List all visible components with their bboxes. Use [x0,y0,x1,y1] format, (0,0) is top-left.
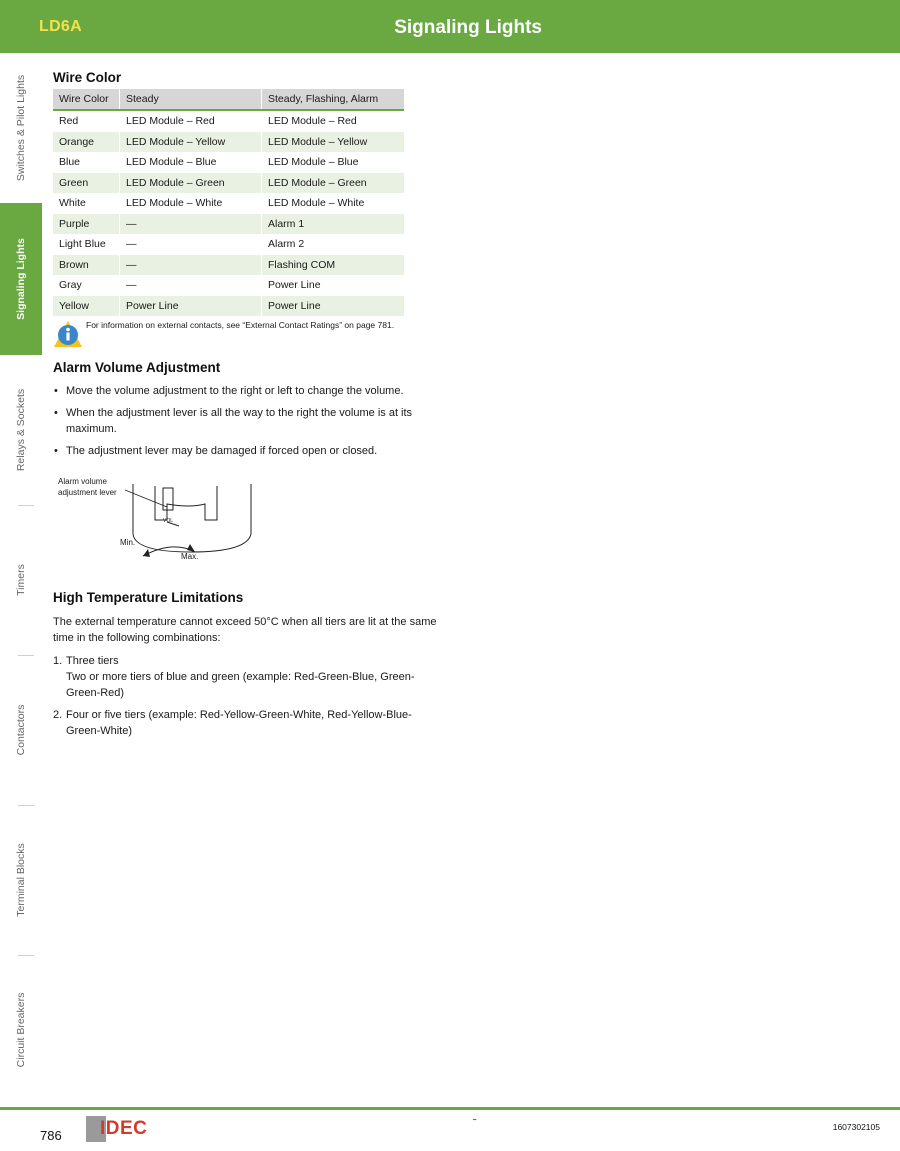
product-code: LD6A [39,18,82,35]
table-cell: LED Module – White [120,193,262,214]
item-number: 1. [53,655,63,667]
page-title: Signaling Lights [394,17,542,38]
table-row [53,275,404,296]
table-cell: Orange [53,132,120,153]
header-bar [0,0,900,53]
table-cell: Green [53,173,120,194]
column-header: Wire Color [53,89,120,110]
item-text: Four or five tiers (example: Red-Yellow-Green-White, Red-Yellow-Blue-Green-White) [66,709,412,737]
side-tab-signaling-lights[interactable] [0,203,42,355]
table-cell: Flashing COM [262,255,405,276]
list-item [53,653,443,701]
list-item: • Move the volume adjustment to the right or left to change the volume. [53,383,433,399]
diagram-max-label: Max. [181,552,199,561]
side-tab-contactors[interactable] [0,655,42,805]
diagram-label: Alarm volume [58,477,107,486]
list-item: • The adjustment lever may be damaged if forced open or closed. [53,443,433,459]
side-tab-circuit-breakers[interactable] [0,955,42,1105]
item-subtext: Two or more tiers of blue and green (example: Red-Green-Blue, Green-Green-Red) [66,671,415,699]
table-cell: Alarm 2 [262,234,405,255]
table-row [53,152,404,173]
table-row [53,132,404,153]
table-row [53,193,404,214]
table-cell: LED Module – Blue [262,152,405,173]
high-temp-list [53,653,443,745]
table-header-row [53,89,404,110]
side-tab-switches-pilot-lights[interactable] [0,53,42,203]
table-cell: Power Line [262,296,405,317]
table-cell: White [59,197,86,210]
column-header: Steady [120,89,262,110]
diagram-min-label: Min. [120,538,136,547]
table-cell: LED Module – White [262,193,405,214]
item-text: Three tiers [66,655,119,667]
alarm-volume-diagram [55,474,265,570]
alarm-volume-list [53,383,433,465]
side-tab-label: Signaling Lights [15,238,27,320]
side-tab-label: Circuit Breakers [15,992,27,1068]
footer-mark: ˜ [473,1118,477,1129]
info-note-text: For information on external contacts, see “External Contact Ratings” on page 781. [86,320,395,330]
table-row [53,255,404,276]
table-cell: — [120,275,262,296]
diagram-vol-label: VOL [163,518,174,524]
idec-logo [86,1116,170,1144]
table-cell: LED Module – Green [120,173,262,194]
table-cell: Brown [53,255,120,276]
side-navigation [0,53,42,1108]
high-temp-heading: High Temperature Limitations [53,590,244,605]
table-cell: Yellow [53,296,120,317]
table-cell: Blue [59,156,81,169]
table-row [53,234,404,255]
table-cell: LED Module – Yellow [262,132,405,153]
high-temp-paragraph: The external temperature cannot exceed 50°C when all tiers are lit at the same time in the following combinations: [53,616,437,644]
footer-rule [0,1107,900,1110]
page-number: 786 [40,1128,62,1143]
table-cell: Power Line [262,275,405,296]
list-item: • When the adjustment lever is all the way to the right the volume is at its maximum. [53,405,433,437]
side-tab-timers[interactable] [0,505,42,655]
info-icon [53,320,83,348]
table-cell: — [120,214,262,235]
diagram-label: adjustment lever [58,488,117,497]
document-id: 1607302105 [832,1122,880,1132]
table-cell: LED Module – Blue [120,152,262,173]
table-cell: Purple [53,214,120,235]
info-note [53,320,395,353]
side-tab-label: Timers [15,564,27,596]
side-tab-label: Relays & Sockets [15,388,27,472]
table-cell: LED Module – Red [120,110,262,132]
table-row [53,110,404,132]
side-tab-label: Switches & Pilot Lights [15,74,27,182]
side-tab-terminal-blocks[interactable] [0,805,42,955]
table-cell: — [120,255,262,276]
table-cell: LED Module – Green [262,173,405,194]
list-item [53,707,443,739]
column-header: Steady, Flashing, Alarm [262,89,405,110]
logo-text: IDEC [100,1118,148,1139]
table-row [53,214,404,235]
item-number: 2. [53,709,63,721]
side-tab-label: Terminal Blocks [15,843,27,917]
wire-color-table [53,89,404,316]
table-cell: Power Line [120,296,262,317]
table-cell: Light Blue [59,238,106,251]
side-tab-label: Contactors [15,704,27,756]
table-cell: LED Module – Red [262,110,405,132]
table-cell: Gray [59,279,82,292]
wire-color-heading: Wire Color [53,70,122,85]
side-tab-relays-sockets[interactable] [0,355,42,505]
table-row [53,173,404,194]
table-cell: — [120,234,262,255]
table-row [53,296,404,317]
table-cell: Red [59,115,79,128]
table-cell: Alarm 1 [262,214,405,235]
table-cell: LED Module – Yellow [120,132,262,153]
alarm-volume-heading: Alarm Volume Adjustment [53,360,221,375]
